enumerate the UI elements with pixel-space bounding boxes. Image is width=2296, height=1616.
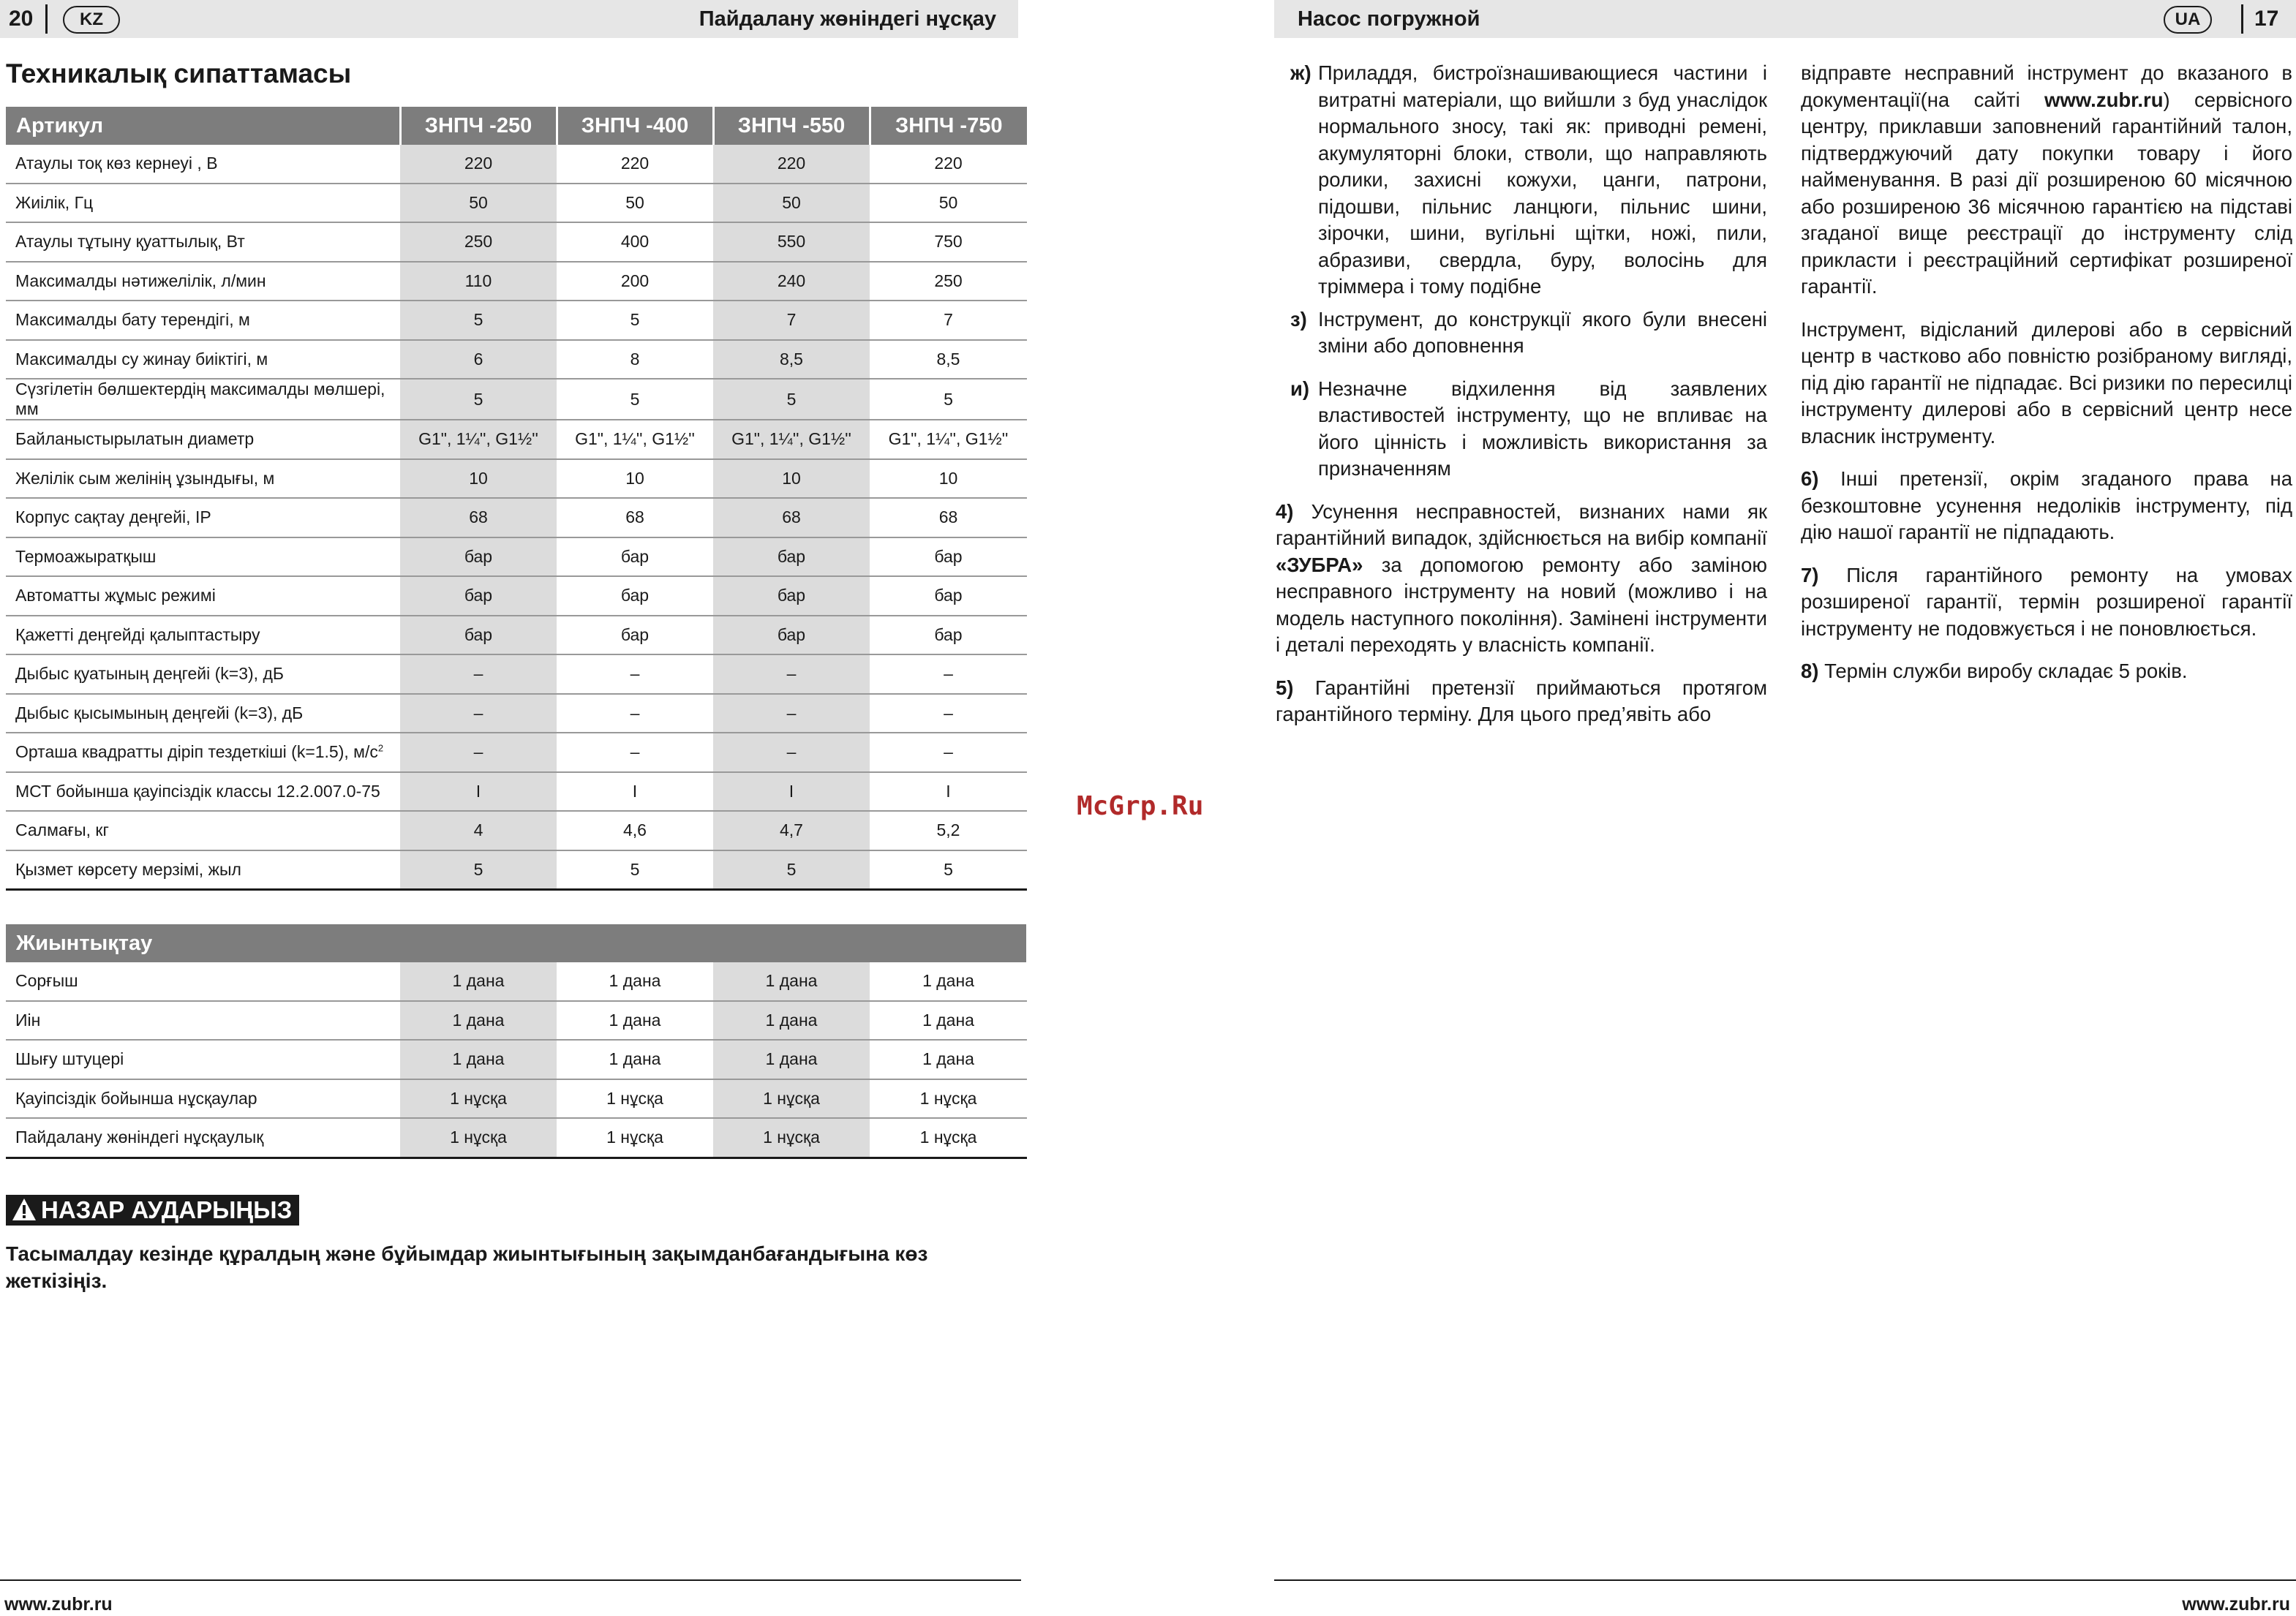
- row-label: [6, 145, 400, 184]
- table-row: [6, 420, 1027, 459]
- left-page-header: [0, 0, 1018, 38]
- item-text: Інструмент, до конструкції якого були внесені зміни або доповнення: [1318, 307, 1767, 357]
- cell-value: 10: [870, 459, 1027, 499]
- row-label: [6, 654, 400, 694]
- paragraph-text: ) сервісного центру, приклавши заповнений гарантійний талон, підтверджуючий дату покупки товару і його найменування. В разі дії розширеною 60 місячною або розширеною 36 місячною гарантією на підставі згаданої вище реєстрації до інструменту слід прикласти і реєстраційний сертифікат розширеної гарантії.: [1801, 88, 2293, 298]
- cell-value: 4,7: [713, 811, 870, 850]
- header-model: ЗНПЧ -250: [400, 107, 557, 145]
- cell-value: 220: [400, 145, 557, 184]
- cell-value: 7: [713, 301, 870, 340]
- row-label-text: Жиілік, Гц: [15, 192, 94, 212]
- cell-value: бар: [713, 616, 870, 655]
- cell-value: I: [557, 772, 713, 812]
- item-text: Приладдя, бистроїзнашивающиеся частини і витратні матеріали, що вийшли з буд унаслідок нормального зносу, такі як: приводні ремені, акумуляторні блоки, стволи, що направляють ролики, захисні кожухи, цанги, патрони, підошви, пільнис ланцюги, пільнис шини, зірочки, шини, вугільні щітки, ножі, пили, абразиви, свердла, буру, волосінь для тріммера і тому подібне: [1318, 61, 1767, 298]
- row-label: [6, 576, 400, 616]
- cell-value: 5: [713, 850, 870, 890]
- cell-value: бар: [557, 616, 713, 655]
- cell-value: 10: [713, 459, 870, 499]
- paragraph-number: 7): [1801, 563, 1819, 586]
- cell-value: 8,5: [870, 340, 1027, 380]
- right-page-header: [1274, 0, 2296, 38]
- cell-value: 1 дана: [400, 962, 557, 1001]
- row-label: [6, 733, 400, 772]
- kit-table: [6, 924, 1028, 1159]
- cell-value: 1 дана: [557, 1040, 713, 1079]
- table-row: [6, 576, 1027, 616]
- kit-table-header: [6, 924, 1027, 962]
- left-header-title: Пайдалану жөніндегі нұсқау: [699, 7, 996, 31]
- left-page-number: 20: [9, 7, 34, 31]
- paragraph-8: [1801, 658, 2292, 685]
- cell-value: 5: [870, 379, 1027, 420]
- cell-value: 1 дана: [400, 1040, 557, 1079]
- cell-value: бар: [870, 576, 1027, 616]
- cell-value: бар: [557, 576, 713, 616]
- cell-value: 1 нұсқа: [713, 1118, 870, 1158]
- row-label-text: Сүзгілетін бөлшектердің максималды мөлшері, мм: [15, 380, 385, 418]
- paragraph-text: відправте несправний інструмент до вказаного в документації(на сайті: [1801, 61, 2292, 111]
- cell-value: 7: [870, 301, 1027, 340]
- spec-section-title: Техникалық сипаттамасы: [6, 58, 352, 88]
- cell-value: 200: [557, 262, 713, 301]
- row-label: [6, 301, 400, 340]
- cell-value: 6: [400, 340, 557, 380]
- cell-value: 4,6: [557, 811, 713, 850]
- row-label-text: Атаулы тоқ көз кернеуі , В: [15, 154, 218, 173]
- cell-value: –: [870, 694, 1027, 733]
- unit-superscript: 2: [377, 742, 384, 754]
- item-text: Незначне відхилення від заявлених властивостей інструменту, що не впливає на його цінність і можливість використання за призначенням: [1318, 377, 1767, 480]
- right-column-2: [1801, 60, 2292, 685]
- table-row: [6, 962, 1027, 1001]
- row-label: [6, 379, 400, 420]
- cell-value: 240: [713, 262, 870, 301]
- paragraph-6: [1801, 466, 2292, 546]
- cell-value: 250: [870, 262, 1027, 301]
- cell-value: 4: [400, 811, 557, 850]
- item-marker: з): [1290, 307, 1307, 331]
- right-page-number: 17: [2254, 7, 2279, 31]
- table-row: [6, 537, 1027, 577]
- row-label: [6, 222, 400, 262]
- cell-value: 1 дана: [713, 1001, 870, 1041]
- cell-value: –: [557, 733, 713, 772]
- warning-label: [6, 1195, 299, 1226]
- cell-value: –: [713, 733, 870, 772]
- row-label-text: Максималды бату терендігі, м: [15, 310, 250, 330]
- cell-value: I: [713, 772, 870, 812]
- cell-value: 68: [400, 498, 557, 537]
- table-row: [6, 616, 1027, 655]
- header-article: Артикул: [6, 107, 400, 145]
- row-label: [6, 850, 400, 890]
- row-label-text: Дыбыс қуатының деңгейі (k=3), дБ: [15, 664, 284, 684]
- row-label-text: Орташа квадратты діріп тездеткіші (k=1.5), м/с: [15, 742, 378, 762]
- row-label-text: Шығу штуцері: [15, 1049, 124, 1069]
- cell-value: 1 нұсқа: [870, 1079, 1027, 1119]
- cell-value: 220: [557, 145, 713, 184]
- cell-value: 1 дана: [870, 1040, 1027, 1079]
- table-row: [6, 459, 1027, 499]
- row-label-text: Термоажыратқыш: [15, 546, 157, 566]
- table-row: [6, 1040, 1027, 1079]
- table-row: [6, 379, 1027, 420]
- cell-value: 220: [713, 145, 870, 184]
- cell-value: G1", 1¼'', G1½'': [400, 420, 557, 459]
- row-label-text: Сорғыш: [15, 971, 78, 991]
- cell-value: 5,2: [870, 811, 1027, 850]
- right-header-title: Насос погружной: [1298, 7, 1480, 31]
- footer-website-left[interactable]: www.zubr.ru: [4, 1594, 113, 1615]
- row-label: [6, 1079, 400, 1119]
- cell-value: –: [713, 654, 870, 694]
- row-label-text: Дыбыс қысымының деңгейі (k=3), дБ: [15, 703, 304, 722]
- paragraph-number: 8): [1801, 660, 1819, 682]
- table-row: [6, 1001, 1027, 1041]
- cell-value: бар: [713, 537, 870, 577]
- spec-table: [6, 107, 1027, 891]
- table-row: [6, 733, 1027, 772]
- cell-value: G1", 1¼'', G1½'': [870, 420, 1027, 459]
- warning-text: Тасымалдау кезінде құралдың және бұйымдар жиынтығының зақымданбағандығына көз жеткізіңіз.: [6, 1242, 928, 1292]
- table-row: [6, 772, 1027, 812]
- cell-value: 550: [713, 222, 870, 262]
- cell-value: 5: [400, 379, 557, 420]
- brand-name: «ЗУБРА»: [1276, 553, 1363, 576]
- row-label: [6, 1001, 400, 1041]
- row-label: [6, 340, 400, 380]
- footer-website-right[interactable]: www.zubr.ru: [2182, 1594, 2290, 1615]
- row-label-text: Максималды нәтижелілік, л/мин: [15, 271, 266, 290]
- warning-icon: [12, 1198, 37, 1221]
- paragraph-number: 4): [1276, 499, 1294, 523]
- paragraph-number: 5): [1276, 676, 1294, 699]
- cell-value: –: [870, 654, 1027, 694]
- cell-value: 1 нұсқа: [400, 1079, 557, 1119]
- paragraph-text: Усунення несправностей, визнаних нами як гарантійний випадок, здійснюється на вибір компанії: [1276, 499, 1768, 549]
- dealer-paragraph: Інструмент, відісланий дилерові або в сервісний центр в частково або повністю розібраному вигляді, під дію гарантії не підпадає. Всі ризики по пересилці інструменту дилерові або в сервісний центр несе власник інструменту.: [1801, 317, 2292, 448]
- footer-divider: [0, 1579, 1021, 1581]
- cell-value: 5: [557, 379, 713, 420]
- cell-value: 50: [870, 184, 1027, 223]
- cell-value: 1 дана: [557, 1001, 713, 1041]
- cell-value: бар: [400, 616, 557, 655]
- cell-value: –: [400, 694, 557, 733]
- table-row: [6, 262, 1027, 301]
- list-item: [1276, 306, 1767, 360]
- lang-badge-kz: KZ: [63, 6, 120, 34]
- cell-value: 1 нұсқа: [557, 1118, 713, 1158]
- cell-value: 1 нұсқа: [557, 1079, 713, 1119]
- paragraph-number: 6): [1801, 467, 1819, 490]
- row-label-text: Иін: [15, 1010, 41, 1030]
- cell-value: I: [870, 772, 1027, 812]
- row-label: [6, 537, 400, 577]
- row-label-text: Салмағы, кг: [15, 820, 109, 840]
- table-row: [6, 850, 1027, 890]
- cell-value: 220: [870, 145, 1027, 184]
- cell-value: бар: [400, 537, 557, 577]
- table-row: [6, 301, 1027, 340]
- cell-value: –: [557, 694, 713, 733]
- table-row: [6, 222, 1027, 262]
- warranty-paragraph: [1801, 60, 2292, 301]
- row-label: [6, 694, 400, 733]
- row-label-text: Пайдалану жөніндегі нұсқаулық: [15, 1128, 264, 1147]
- paragraph-text: за допомогою ремонту або заміною несправного інструменту на новий (можливо і на модель наступного покоління). Замінені інструменти і деталі переходять у власність компанії.: [1276, 553, 1768, 656]
- cell-value: 5: [400, 301, 557, 340]
- footer-divider: [1274, 1579, 2296, 1581]
- row-label-text: Қауіпсіздік бойынша нұсқаулар: [15, 1088, 257, 1108]
- cell-value: –: [557, 654, 713, 694]
- cell-value: 10: [557, 459, 713, 499]
- cell-value: 1 нұсқа: [400, 1118, 557, 1158]
- cell-value: 5: [400, 850, 557, 890]
- paragraph-7: [1801, 562, 2292, 643]
- right-column-1: [1276, 60, 1767, 728]
- cell-value: –: [713, 694, 870, 733]
- row-label-text: Атаулы тұтыну қуаттылық, Вт: [15, 232, 245, 252]
- cell-value: –: [400, 733, 557, 772]
- cell-value: бар: [870, 537, 1027, 577]
- cell-value: 8: [557, 340, 713, 380]
- row-label: [6, 184, 400, 223]
- warning-label-text: НАЗАР АУДАРЫҢЫЗ: [41, 1196, 293, 1223]
- kit-header: Жиынтықтау: [6, 924, 1027, 962]
- watermark: McGrp.Ru: [1077, 791, 1204, 821]
- row-label-text: Корпус сақтау деңгейі, IP: [15, 507, 211, 527]
- header-model: ЗНПЧ -750: [870, 107, 1027, 145]
- cell-value: 50: [400, 184, 557, 223]
- row-label: [6, 1118, 400, 1158]
- cell-value: –: [870, 733, 1027, 772]
- row-label: [6, 262, 400, 301]
- header-divider: [2241, 4, 2243, 34]
- table-row: [6, 654, 1027, 694]
- row-label-text: Қызмет көрсету мерзімі, жыл: [15, 859, 241, 879]
- list-item: [1276, 376, 1767, 483]
- cell-value: бар: [400, 576, 557, 616]
- table-row: [6, 1118, 1027, 1158]
- row-label: [6, 498, 400, 537]
- cell-value: 1 дана: [870, 962, 1027, 1001]
- cell-value: 750: [870, 222, 1027, 262]
- cell-value: 50: [713, 184, 870, 223]
- table-row: [6, 340, 1027, 380]
- paragraph-4: [1276, 499, 1767, 659]
- table-row: [6, 498, 1027, 537]
- item-marker: и): [1290, 377, 1310, 400]
- cell-value: 400: [557, 222, 713, 262]
- cell-value: 68: [557, 498, 713, 537]
- cell-value: 1 дана: [713, 1040, 870, 1079]
- website-link[interactable]: www.zubr.ru: [2044, 88, 2164, 111]
- table-row: [6, 184, 1027, 223]
- paragraph-text: Після гарантійного ремонту на умовах розширеної гарантії, термін розширеної гарантії інструменту не подовжується і не поновлюється.: [1801, 563, 2293, 640]
- cell-value: I: [400, 772, 557, 812]
- cell-value: 8,5: [713, 340, 870, 380]
- cell-value: G1", 1¼'', G1½'': [713, 420, 870, 459]
- row-label: [6, 459, 400, 499]
- header-model: ЗНПЧ -400: [557, 107, 713, 145]
- row-label: [6, 1040, 400, 1079]
- cell-value: G1", 1¼'', G1½'': [557, 420, 713, 459]
- row-label: [6, 616, 400, 655]
- cell-value: бар: [870, 616, 1027, 655]
- cell-value: 68: [870, 498, 1027, 537]
- spec-table-header: [6, 107, 1027, 145]
- row-label: [6, 962, 400, 1001]
- row-label: [6, 772, 400, 812]
- cell-value: 1 дана: [713, 962, 870, 1001]
- header-divider: [45, 4, 48, 34]
- cell-value: 1 нұсқа: [713, 1079, 870, 1119]
- row-label-text: Максималды су жинау биіктігі, м: [15, 349, 268, 369]
- cell-value: 1 дана: [557, 962, 713, 1001]
- cell-value: –: [400, 654, 557, 694]
- row-label-text: Қажетті деңгейді қалыптастыру: [15, 624, 260, 644]
- row-label: [6, 811, 400, 850]
- cell-value: 5: [870, 850, 1027, 890]
- table-row: [6, 145, 1027, 184]
- table-row: [6, 1079, 1027, 1119]
- cell-value: 1 дана: [400, 1001, 557, 1041]
- row-label-text: МСТ бойынша қауіпсіздік классы 12.2.007.0-75: [15, 781, 380, 801]
- list-item: [1276, 60, 1767, 301]
- cell-value: бар: [557, 537, 713, 577]
- cell-value: 1 нұсқа: [870, 1118, 1027, 1158]
- cell-value: 5: [557, 850, 713, 890]
- table-row: [6, 694, 1027, 733]
- row-label-text: Автоматты жұмыс режимі: [15, 586, 216, 605]
- cell-value: 250: [400, 222, 557, 262]
- item-marker: ж): [1290, 61, 1311, 84]
- cell-value: 110: [400, 262, 557, 301]
- paragraph-5: [1276, 675, 1767, 728]
- paragraph-text: Інші претензії, окрім згаданого права на безкоштовне усунення недоліків інструменту, під дію нашої гарантії не підпадають.: [1801, 467, 2292, 543]
- header-model: ЗНПЧ -550: [713, 107, 870, 145]
- table-row: [6, 811, 1027, 850]
- row-label-text: Байланыстырылатын диаметр: [15, 429, 255, 449]
- cell-value: 5: [713, 379, 870, 420]
- cell-value: 1 дана: [870, 1001, 1027, 1041]
- row-label: [6, 420, 400, 459]
- cell-value: 50: [557, 184, 713, 223]
- cell-value: 68: [713, 498, 870, 537]
- paragraph-text: Термін служби виробу складає 5 років.: [1824, 660, 2188, 682]
- row-label-text: Желілік сым желінің ұзындығы, м: [15, 468, 275, 488]
- paragraph-text: Гарантійні претензії приймаються протягом гарантійного терміну. Для цього пред’явіть або: [1276, 676, 1768, 725]
- cell-value: 10: [400, 459, 557, 499]
- cell-value: 5: [557, 301, 713, 340]
- cell-value: бар: [713, 576, 870, 616]
- lang-badge-ua: UA: [2164, 6, 2212, 34]
